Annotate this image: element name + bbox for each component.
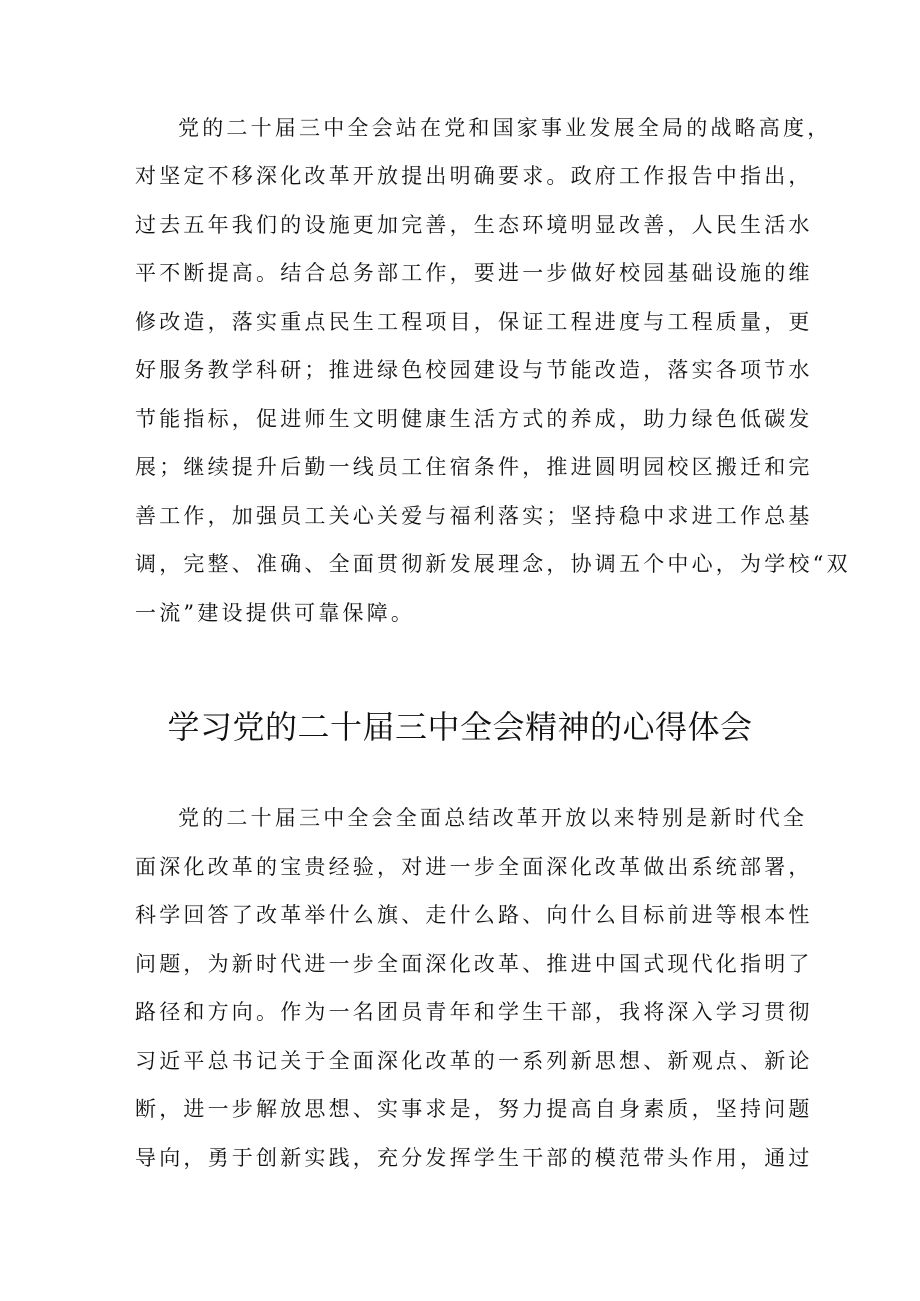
paragraph-line: 修改造，落实重点民生工程项目，保证工程进度与工程质量，更 [135,310,813,334]
paragraph-line: 善工作，加强员工关心关爱与福利落实；坚持稳中求进工作总基 [135,504,813,528]
paragraph-line: 节能指标，促进师生文明健康生活方式的养成，助力绿色低碳发 [135,407,813,431]
paragraph-line: 过去五年我们的设施更加完善，生态环境明显改善，人民生活水 [135,213,813,237]
paragraph-line: 党的二十届三中全会全面总结改革开放以来特别是新时代全 [178,806,808,830]
paragraph-line: 断，进一步解放思想、实事求是，努力提高自身素质，坚持问题 [135,1097,813,1121]
section-heading: 学习党的二十届三中全会精神的心得体会 [167,708,753,746]
paragraph-line: 平不断提高。结合总务部工作，要进一步做好校园基础设施的维 [135,261,813,285]
paragraph-line: 展；继续提升后勤一线员工住宿条件，推进圆明园校区搬迁和完 [135,455,813,479]
paragraph-line: 党的二十届三中全会站在党和国家事业发展全局的战略高度， [178,116,832,140]
paragraph-line: 导向，勇于创新实践，充分发挥学生干部的模范带头作用，通过 [135,1146,813,1170]
paragraph-line: 习近平总书记关于全面深化改革的一系列新思想、新观点、新论 [135,1049,813,1073]
paragraph-line: 对坚定不移深化改革开放提出明确要求。政府工作报告中指出， [135,164,813,188]
paragraph-line: 科学回答了改革举什么旗、走什么路、向什么目标前进等根本性 [135,903,813,927]
paragraph-line: 问题，为新时代进一步全面深化改革、推进中国式现代化指明了 [135,952,813,976]
paragraph-line: 面深化改革的宝贵经验，对进一步全面深化改革做出系统部署， [135,855,813,879]
paragraph-line: 路径和方向。作为一名团员青年和学生干部，我将深入学习贯彻 [135,1000,813,1024]
paragraph-line: 调，完整、准确、全面贯彻新发展理念，协调五个中心，为学校“双 [135,552,851,576]
paragraph-line: 好服务教学科研；推进绿色校园建设与节能改造，落实各项节水 [135,358,813,382]
paragraph-line: 一流”建设提供可靠保障。 [135,601,416,625]
